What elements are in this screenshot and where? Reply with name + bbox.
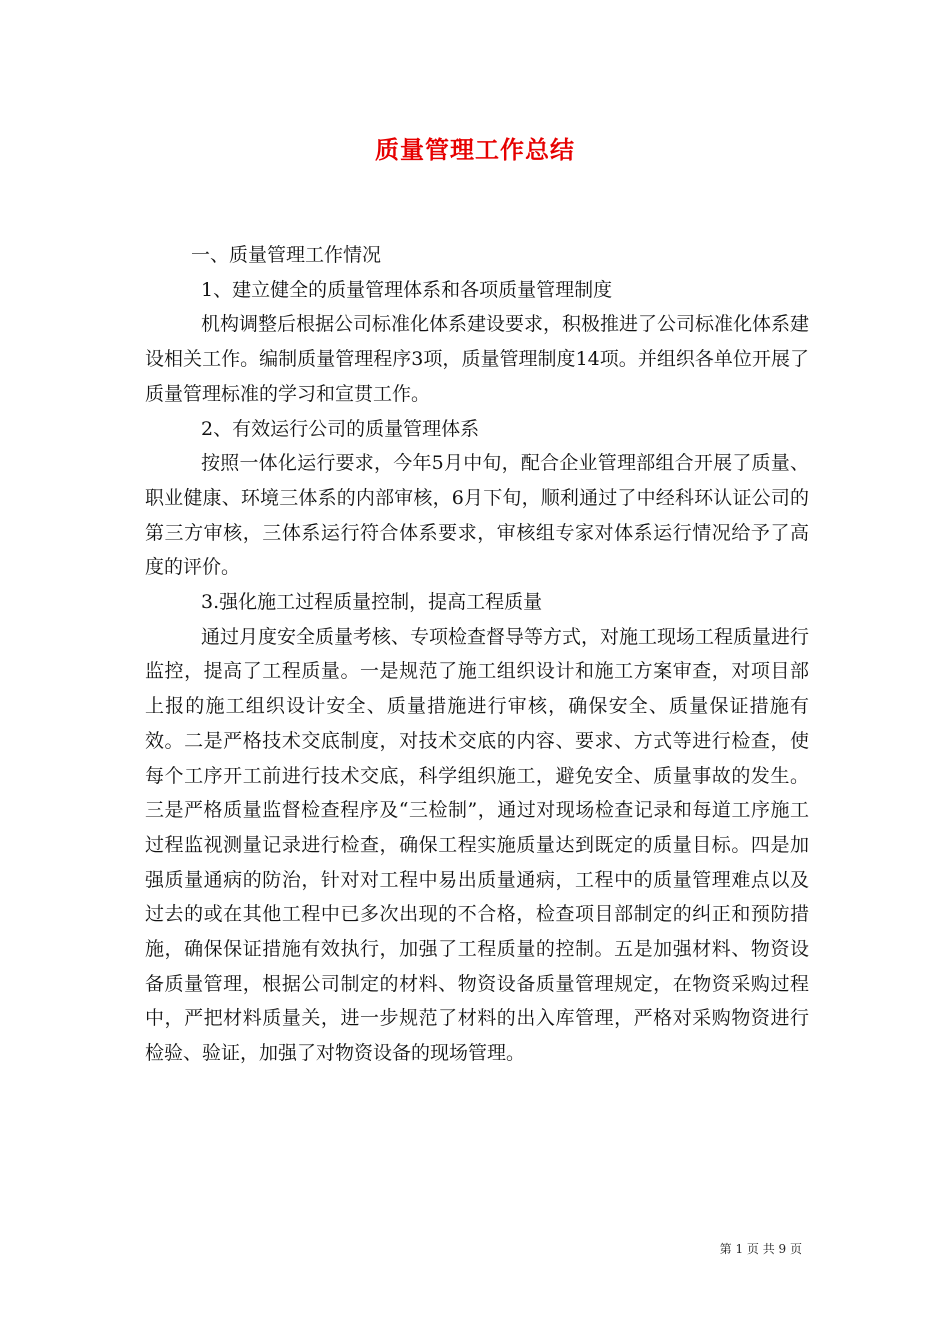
paragraph: 机构调整后根据公司标准化体系建设要求，积极推进了公司标准化体系建设相关工作。编制质量管理程序3项，质量管理制度14项。并组织各单位开展了质量管理标准的学习和宣贯工作。 (145, 313, 810, 405)
paragraph: 按照一体化运行要求，今年5月中旬，配合企业管理部组合开展了质量、职业健康、环境三体系的内部审核，6月下旬，顺利通过了中经科环认证公司的第三方审核，三体系运行符合体系要求，审核组专家对体系运行情况给予了高度的评价。 (145, 452, 809, 579)
subsection-heading: 1、建立健全的质量管理体系和各项质量管理制度 (201, 278, 613, 301)
subsection-heading: 2、有效运行公司的质量管理体系 (201, 417, 480, 440)
section-heading: 一、质量管理工作情况 (191, 244, 382, 266)
document-title: 质量管理工作总结 (375, 135, 575, 164)
document-body (145, 238, 809, 1071)
subsection-heading: 3.强化施工过程质量控制，提高工程质量 (201, 591, 543, 614)
paragraph: 通过月度安全质量考核、专项检查督导等方式，对施工现场工程质量进行监控，提高了工程质量。一是规范了施工组织设计和施工方案审查，对项目部上报的施工组织设计安全、质量措施进行审核，确保安全、质量保证措施有效。二是严格技术交底制度，对技术交底的内容、要求、方式等进行检查，使每个工序开工前进行技术交底，科学组织施工，避免安全、质量事故的发生。三是严格质量监督检查程序及“三检制”，通过对现场检查记录和每道工序施工过程监视测量记录进行检查，确保工程实施质量达到既定的质量目标。四是加强质量通病的防治，针对对工程中易出质量通病，工程中的质量管理难点以及过去的或在其他工程中已多次出现的不合格，检查项目部制定的纠正和预防措施，确保保证措施有效执行，加强了工程质量的控制。五是加强材料、物资设备质量管理，根据公司制定的材料、物资设备质量管理规定，在物资采购过程中，严把材料质量关，进一步规范了材料的出入库管理，严格对采购物资进行检验、验证，加强了对物资设备的现场管理。 (145, 625, 810, 1065)
page-number: 第 1 页 共 9 页 (719, 1242, 802, 1256)
